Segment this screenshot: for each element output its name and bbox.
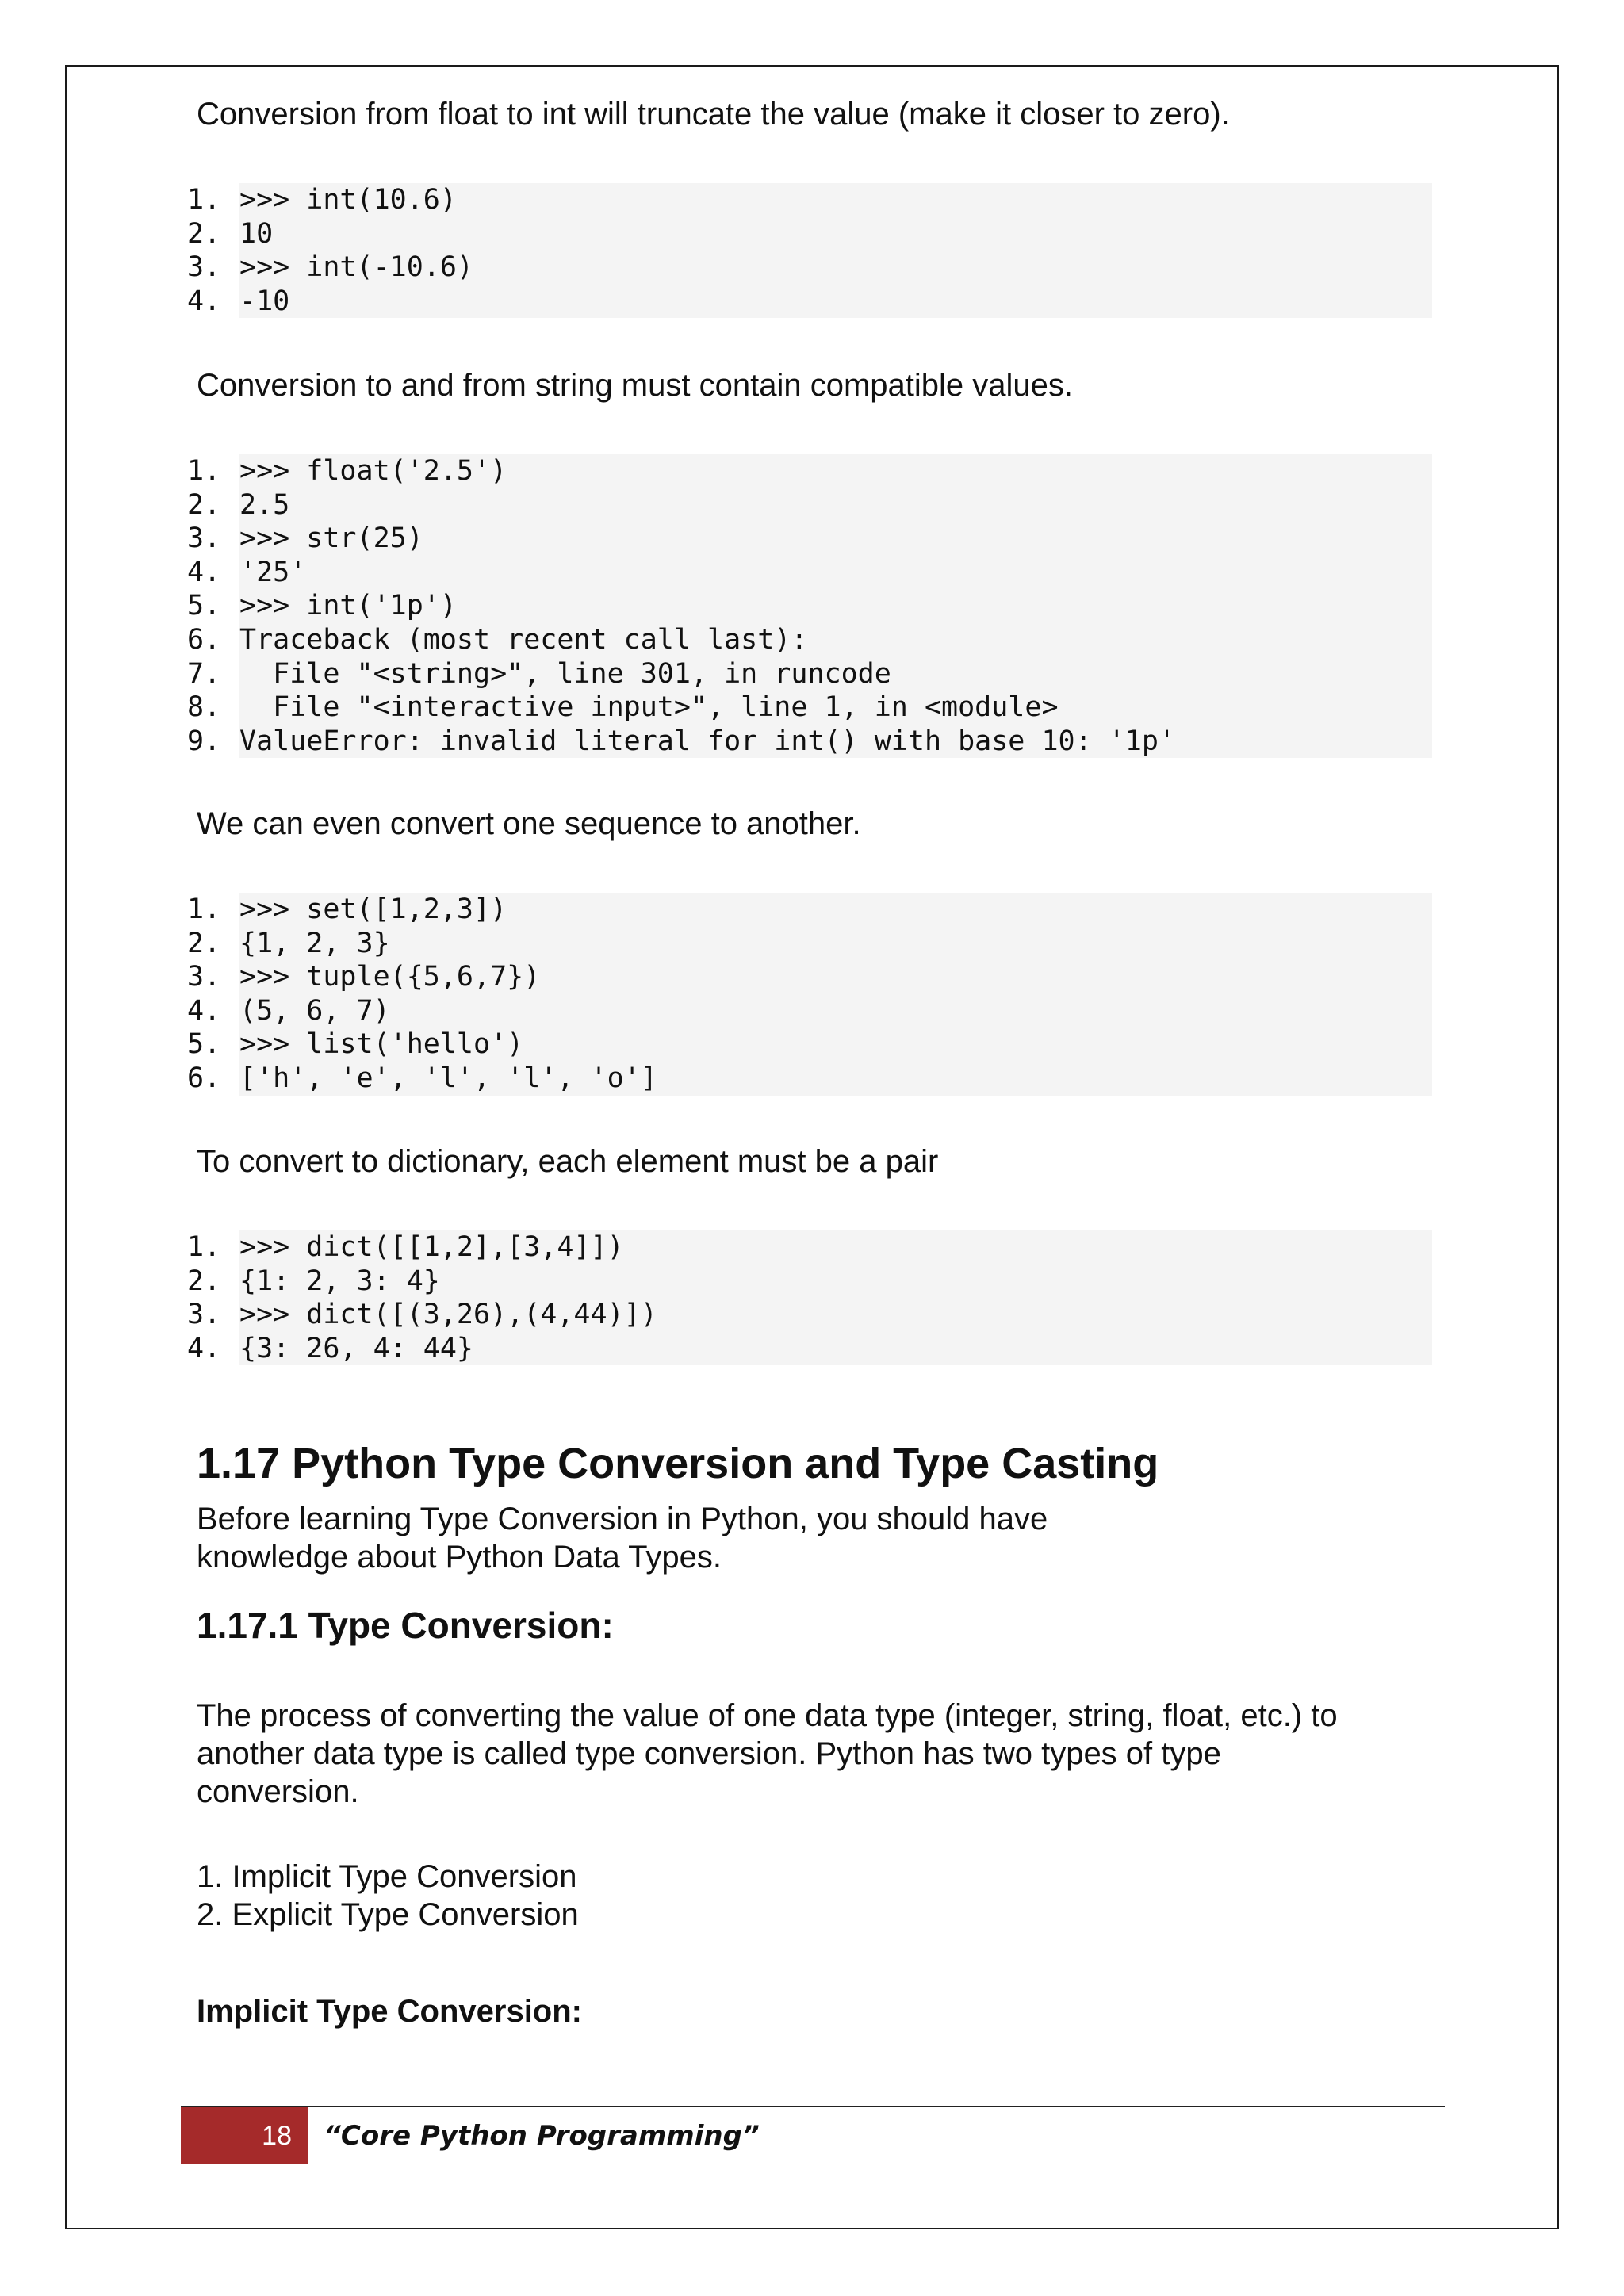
paragraph-string-conversion: Conversion to and from string must contain compatible values. (197, 368, 1073, 403)
line-number: 1. (187, 183, 239, 217)
code-line (187, 994, 1432, 1028)
code-block-sequence-conversion (187, 893, 1432, 1096)
code-text: ValueError: invalid literal for int() with base 10: '1p' (239, 725, 1176, 757)
line-number: 1. (187, 1230, 239, 1265)
code-text: >>> float('2.5') (239, 455, 508, 487)
line-number: 6. (187, 1062, 239, 1096)
code-line (187, 251, 1432, 285)
intro-line-2: knowledge about Python Data Types. (197, 1540, 722, 1575)
code-text: -10 (239, 285, 290, 317)
line-number: 3. (187, 960, 239, 994)
line-number: 5. (187, 589, 239, 623)
code-line (187, 960, 1432, 994)
code-text: >>> set([1,2,3]) (239, 894, 508, 925)
code-line (187, 1298, 1432, 1332)
line-number: 3. (187, 522, 239, 556)
code-text: {1, 2, 3} (239, 927, 390, 959)
code-text: (5, 6, 7) (239, 994, 390, 1027)
line-number: 2. (187, 488, 239, 522)
line-number: 7. (187, 657, 239, 691)
code-text: 2.5 (239, 488, 290, 521)
code-text: >>> int(-10.6) (239, 251, 474, 284)
code-text: Traceback (most recent call last): (239, 623, 808, 656)
code-line (187, 183, 1432, 217)
code-line (187, 285, 1432, 319)
code-line (187, 589, 1432, 623)
book-title: “Core Python Programming” (324, 2120, 760, 2152)
line-number: 9. (187, 725, 239, 759)
line-number: 3. (187, 251, 239, 285)
code-line (187, 725, 1432, 759)
line-number: 4. (187, 1332, 239, 1366)
paragraph-dict-conversion: To convert to dictionary, each element must be a pair (197, 1144, 939, 1179)
code-text: >>> tuple({5,6,7}) (239, 961, 541, 993)
description-line-3: conversion. (197, 1774, 359, 1809)
code-block-int-truncate (187, 183, 1432, 318)
page-number: 18 (181, 2107, 308, 2164)
paragraph-float-to-int: Conversion from float to int will truncate the value (make it closer to zero). (197, 97, 1230, 132)
code-text: >>> int(10.6) (239, 184, 457, 216)
code-line (187, 1062, 1432, 1096)
list-item-implicit: 1. Implicit Type Conversion (197, 1859, 577, 1894)
code-line (187, 1265, 1432, 1299)
code-text: ['h', 'e', 'l', 'l', 'o'] (239, 1062, 657, 1094)
code-line (187, 1230, 1432, 1265)
code-text: {1: 2, 3: 4} (239, 1265, 440, 1297)
paragraph-sequence-conversion: We can even convert one sequence to another. (197, 806, 861, 841)
code-text: >>> int('1p') (239, 590, 457, 622)
code-block-dict-conversion (187, 1230, 1432, 1365)
line-number: 4. (187, 994, 239, 1028)
list-item-explicit: 2. Explicit Type Conversion (197, 1897, 579, 1932)
line-number: 8. (187, 691, 239, 725)
code-line (187, 893, 1432, 927)
line-number: 4. (187, 556, 239, 590)
line-number: 2. (187, 927, 239, 961)
line-number: 2. (187, 1265, 239, 1299)
line-number: 6. (187, 623, 239, 657)
section-heading: 1.17 Python Type Conversion and Type Casting (197, 1440, 1159, 1487)
code-text: >>> str(25) (239, 522, 423, 555)
intro-line-1: Before learning Type Conversion in Python, you should have (197, 1502, 1048, 1536)
line-number: 2. (187, 217, 239, 251)
implicit-conversion-heading: Implicit Type Conversion: (197, 1994, 582, 2029)
description-line-2: another data type is called type conversion. Python has two types of type (197, 1736, 1221, 1771)
code-text: File "<string>", line 301, in runcode (239, 657, 891, 690)
line-number: 1. (187, 454, 239, 488)
line-number: 1. (187, 893, 239, 927)
code-line (187, 454, 1432, 488)
code-line (187, 488, 1432, 522)
code-line (187, 217, 1432, 251)
code-text: >>> dict([(3,26),(4,44)]) (239, 1299, 657, 1331)
code-text: File "<interactive input>", line 1, in <module> (239, 691, 1059, 724)
code-line (187, 556, 1432, 590)
line-number: 3. (187, 1298, 239, 1332)
line-number: 5. (187, 1027, 239, 1062)
code-line (187, 1027, 1432, 1062)
line-number: 4. (187, 285, 239, 319)
code-line (187, 927, 1432, 961)
subsection-heading: 1.17.1 Type Conversion: (197, 1605, 614, 1646)
description-line-1: The process of converting the value of one data type (integer, string, float, etc.) to (197, 1698, 1338, 1733)
code-block-string-conversion (187, 454, 1432, 758)
code-line (187, 623, 1432, 657)
code-text: 10 (239, 217, 274, 250)
code-line (187, 657, 1432, 691)
code-text: {3: 26, 4: 44} (239, 1332, 474, 1364)
code-text: >>> dict([[1,2],[3,4]]) (239, 1231, 624, 1263)
code-line (187, 691, 1432, 725)
code-line (187, 522, 1432, 556)
code-text: >>> list('hello') (239, 1028, 524, 1061)
code-text: '25' (239, 556, 307, 588)
code-line (187, 1332, 1432, 1366)
